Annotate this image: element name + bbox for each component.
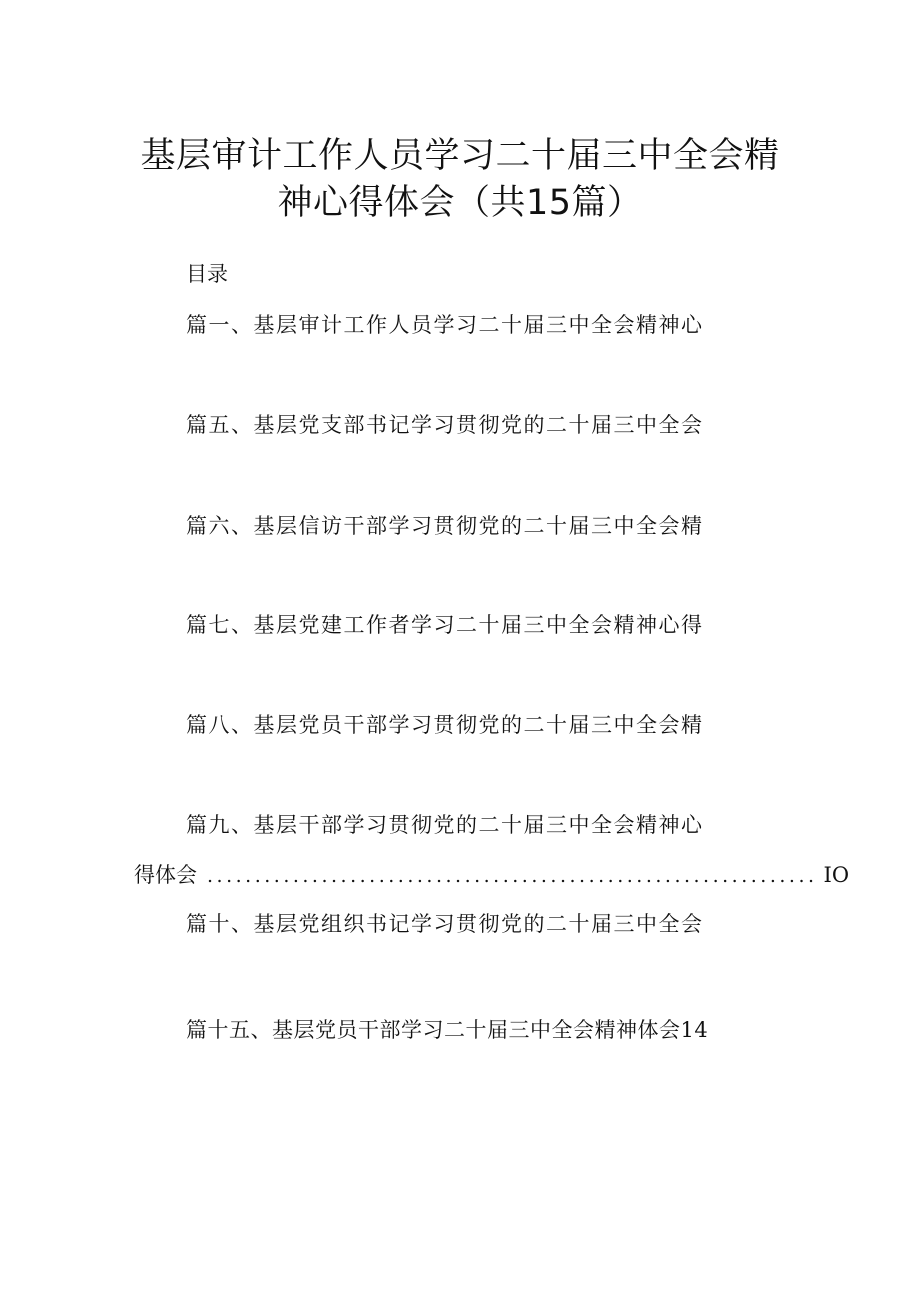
toc-entry-1[interactable]: 篇一、基层审计工作人员学习二十届三中全会精神心 [186,313,704,337]
toc-dot-leader: ................................................................ [207,865,818,887]
toc-entry-7[interactable]: 篇七、基层党建工作者学习二十届三中全会精神心得 [186,613,704,637]
toc-heading: 目录 [186,262,228,286]
toc-entry-10[interactable]: 篇十、基层党组织书记学习贯彻党的二十届三中全会 [186,912,704,936]
toc-entry-6[interactable]: 篇六、基层信访干部学习贯彻党的二十届三中全会精 [186,514,704,538]
toc-entry-9-continuation-text: 得体会 [134,863,197,887]
toc-entry-9[interactable]: 篇九、基层干部学习贯彻党的二十届三中全会精神心 [186,813,704,837]
toc-entry-8[interactable]: 篇八、基层党员干部学习贯彻党的二十届三中全会精 [186,713,704,737]
toc-entry-9-continuation[interactable] [134,863,850,887]
document-title-line-2: 神心得体会（共15篇） [277,183,643,223]
document-title-line-1: 基层审计工作人员学习二十届三中全会精 [140,136,780,176]
toc-entry-15[interactable]: 篇十五、基层党员干部学习二十届三中全会精神体会14 [186,1018,709,1042]
toc-page-number: IO [823,863,850,887]
toc-entry-5[interactable]: 篇五、基层党支部书记学习贯彻党的二十届三中全会 [186,413,704,437]
